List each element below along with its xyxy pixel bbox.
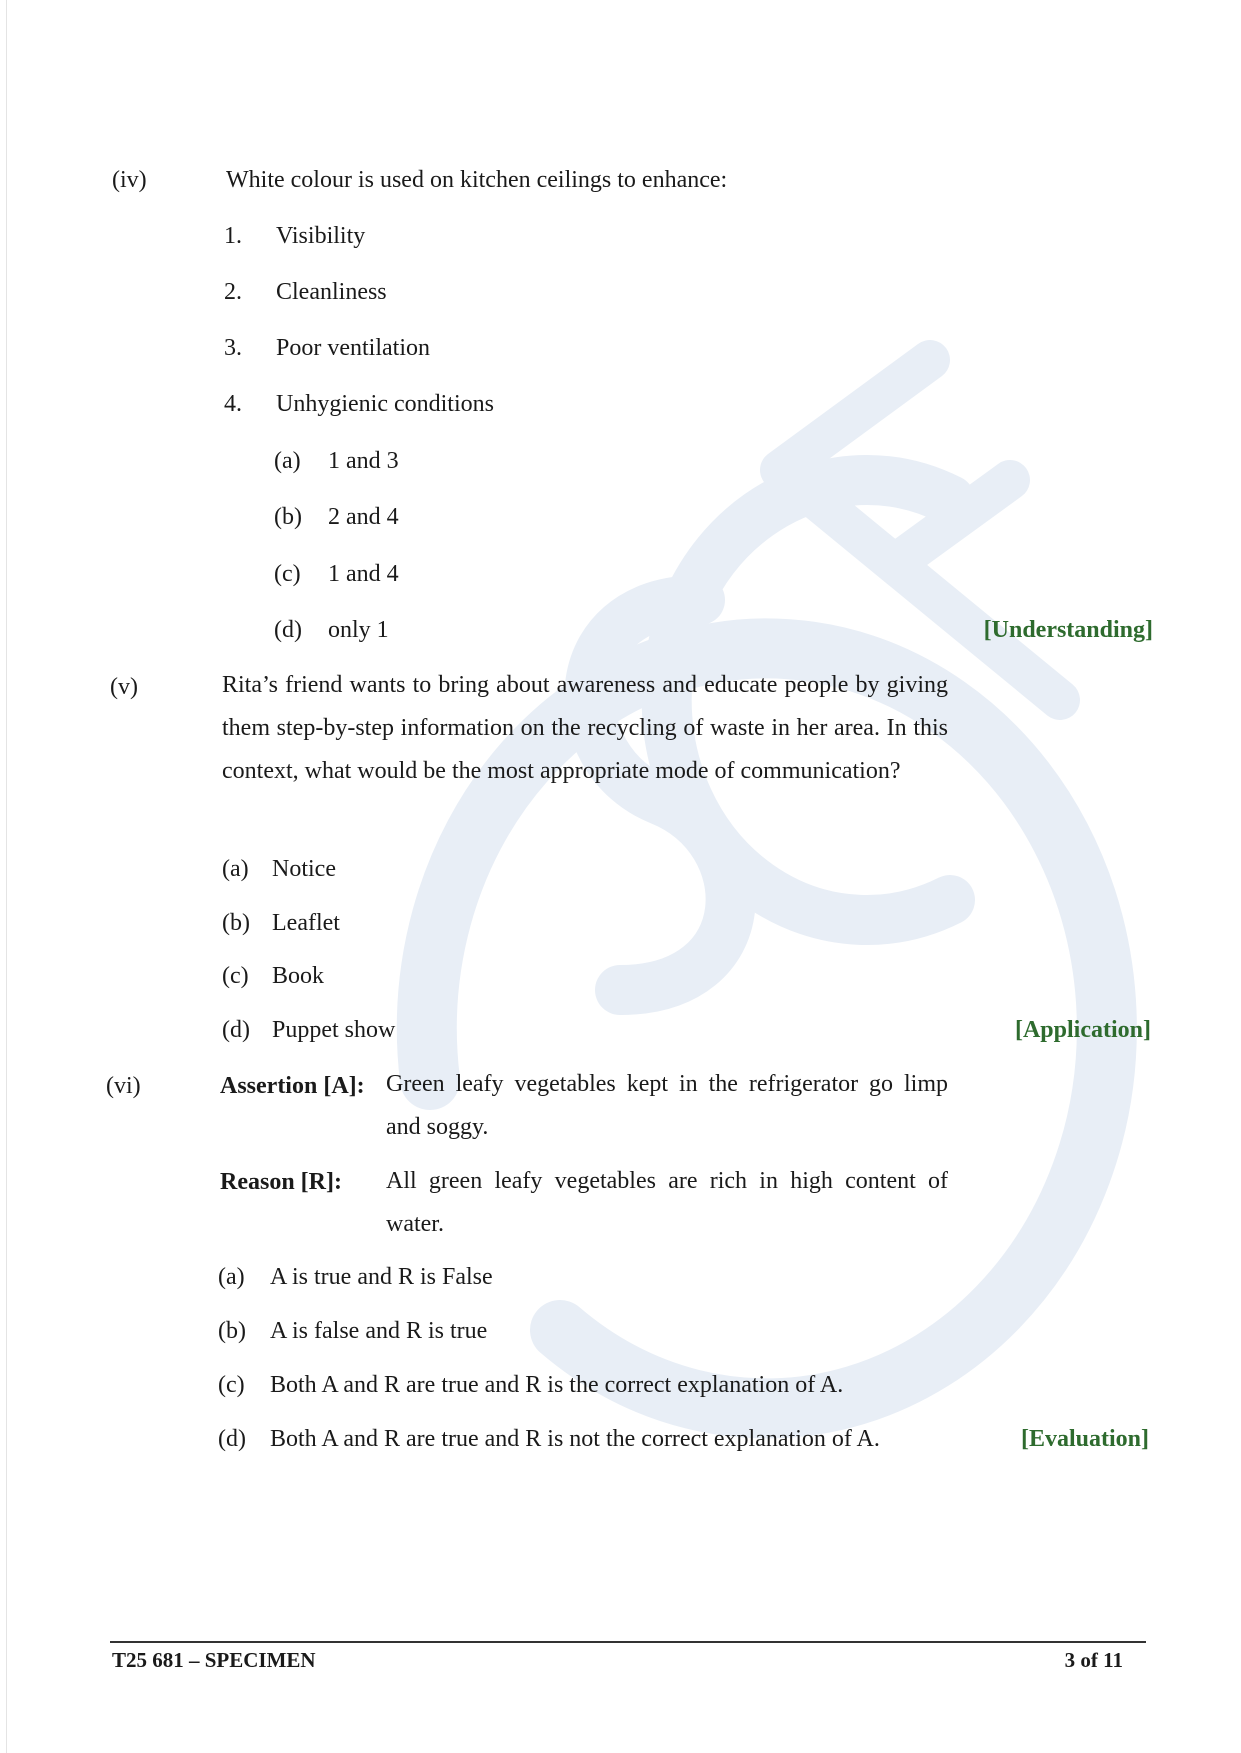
page-edge-line bbox=[6, 0, 7, 1753]
option-text: A is false and R is true bbox=[270, 1318, 488, 1344]
question-iv-stem: White colour is used on kitchen ceilings to enhance: bbox=[226, 167, 728, 193]
statement-text: Unhygienic conditions bbox=[276, 391, 494, 417]
option-text: 1 and 4 bbox=[328, 561, 399, 587]
option-label: (b) bbox=[222, 910, 250, 936]
statement-number: 3. bbox=[224, 335, 242, 361]
option-label: (a) bbox=[222, 856, 249, 882]
option-label: (b) bbox=[274, 504, 302, 530]
option-label: (d) bbox=[218, 1426, 246, 1452]
option-text: Both A and R are true and R is the correct explanation of A. bbox=[270, 1372, 844, 1398]
question-number-iv: (iv) bbox=[112, 167, 147, 193]
option-label: (c) bbox=[274, 561, 301, 587]
option-text: Leaflet bbox=[272, 910, 340, 936]
reason-label: Reason [R]: bbox=[220, 1169, 342, 1195]
statement-number: 2. bbox=[224, 279, 242, 305]
option-text: 1 and 3 bbox=[328, 448, 399, 474]
question-number-vi: (vi) bbox=[106, 1073, 141, 1099]
footer-page-number: 3 of 11 bbox=[1064, 1648, 1123, 1672]
option-label: (c) bbox=[218, 1372, 245, 1398]
footer-divider bbox=[110, 1641, 1146, 1643]
statement-text: Visibility bbox=[276, 223, 366, 249]
option-label: (a) bbox=[218, 1264, 245, 1290]
option-text: 2 and 4 bbox=[328, 504, 399, 530]
assertion-text: Green leafy vegetables kept in the refrigerator go limp and soggy. bbox=[386, 1071, 948, 1140]
question-number-v: (v) bbox=[110, 674, 138, 700]
statement-text: Cleanliness bbox=[276, 279, 387, 305]
footer-paper-code: T25 681 – SPECIMEN bbox=[112, 1648, 316, 1672]
statement-number: 1. bbox=[224, 223, 242, 249]
statement-number: 4. bbox=[224, 391, 242, 417]
reason-text: All green leafy vegetables are rich in high content of water. bbox=[386, 1168, 948, 1237]
cognitive-level-tag: [Evaluation] bbox=[1020, 1426, 1149, 1452]
option-text: A is true and R is False bbox=[270, 1264, 493, 1290]
option-label: (c) bbox=[222, 963, 249, 989]
option-text: Book bbox=[272, 963, 325, 989]
cognitive-level-tag: [Application] bbox=[1014, 1017, 1151, 1043]
question-v-stem: Rita’s friend wants to bring about awareness and educate people by giving them step-by-step information on the recycling of waste in her area. In this context, what would be the most appropriate mode of communication? bbox=[222, 672, 948, 784]
option-label: (d) bbox=[274, 617, 302, 643]
option-label: (b) bbox=[218, 1318, 246, 1344]
option-text: Both A and R are true and R is not the correct explanation of A. bbox=[270, 1426, 880, 1452]
assertion-label: Assertion [A]: bbox=[220, 1073, 365, 1099]
option-text: Notice bbox=[272, 856, 336, 882]
option-text: Puppet show bbox=[272, 1017, 396, 1043]
statement-text: Poor ventilation bbox=[276, 335, 430, 361]
option-label: (a) bbox=[274, 448, 301, 474]
option-text: only 1 bbox=[328, 617, 389, 643]
cognitive-level-tag: [Understanding] bbox=[983, 617, 1153, 643]
option-label: (d) bbox=[222, 1017, 250, 1043]
